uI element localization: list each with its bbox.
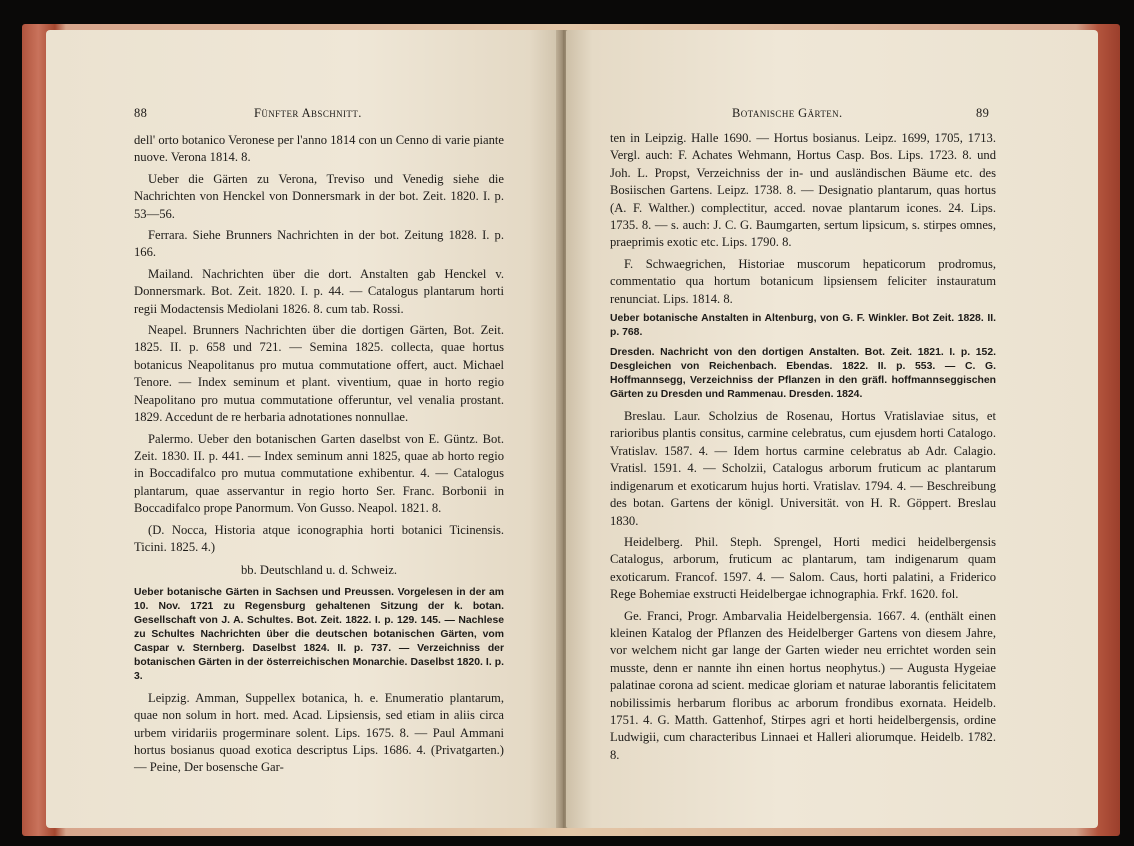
paragraph: dell' orto botanico Veronese per l'anno 1814 con un Cenno di varie piante nuove. Verona 1814. 8. <box>134 133 504 165</box>
running-header: Botanische Gärten. <box>732 106 843 120</box>
paragraph: Ferrara. Siehe Brunners Nachrichten in der bot. Zeitung 1828. I. p. 166. <box>134 228 504 260</box>
paragraph: ten in Leipzig. Halle 1690. — Hortus bosianus. Leipz. 1699, 1705, 1713. Vergl. auch: F. Achates Wehmann, Hortus Casp. Bos. Lips. 1723. 8. und Joh. L. Propst, Verzeichniss der in- und ausländischen Bäume etc. des Bosiischen Gartens. Leipz. 1738. 8. — Designatio plantarum, quas hortus (A. F. Walther.) complectitur, acced. novae plantarum icones. 24. Lips. 1735. 8. — s. auch: J. C. G. Baumgarten, sertum lipsicum, s. stirpes omnes, praeprimis exotic etc. Lips. 1790. 8. <box>610 131 996 250</box>
page-body <box>134 132 504 781</box>
left-page <box>46 30 560 828</box>
paragraph: Neapel. Brunners Nachrichten über die dortigen Gärten, Bot. Zeit. 1825. II. p. 658 und 721. — Semina 1825. collecta, quae hortus botanicus Neapolitanus pro mutua commutatione offert, auct. Michael Tenore. — Index seminum et plant. viventium, quae in horto regio Neapolitano pro mutua commutatione offeruntur, vel venalia prostant. 1829. Accedunt de re herbaria adnotationes nonnullae. <box>134 323 504 425</box>
small-note: Ueber botanische Gärten in Sachsen und Preussen. Vorgelesen in der am 10. Nov. 1721 zu Regensburg gehaltenen Sitzung der k. botan. Gesellschaft von J. A. Schultes. Bot. Zeit. 1822. I. p. 129. 145. — Nachlese zu Schultes Nachrichten über die deutschen botanischen Gärten, vom Caspar v. Sternberg. Daselbst 1824. II. p. 737. — Verzeichniss der botanischen Gärten in der österreichischen Monarchie. Daselbst 1820. I. p. 3. <box>134 586 504 682</box>
page-number: 89 <box>976 106 990 120</box>
right-page <box>566 30 1098 828</box>
section-heading: bb. Deutschland u. d. Schweiz. <box>241 563 397 578</box>
paragraph: Palermo. Ueber den botanischen Garten daselbst von E. Güntz. Bot. Zeit. 1830. II. p. 441. — Index seminum anni 1825, quae ab horto regio in Boccadifalco pro mutua commutatione exhibentur. 4. — Catalogus plantarum, quae asservantur in regio horto Ser. Franc. Borbonii in Boccadifalco prope Panormum. Von Gusso. Neapol. 1821. 8. <box>134 431 504 516</box>
small-note: Ueber botanische Anstalten in Altenburg, von G. F. Winkler. Bot Zeit. 1828. II. p. 768. <box>610 313 996 339</box>
paragraph: F. Schwaegrichen, Historiae muscorum hepaticorum prodromus, commentatio qua hortum botanicum lipsiensem feliciter instauratum renunciat. Lips. 1814. 8. <box>610 256 996 306</box>
paragraph: Heidelberg. Phil. Steph. Sprengel, Horti medici heidelbergensis Catalogus, arborum, fruticum ac plantarum, tam indigenarum quam exoticarum. Francof. 1597. 4. — Salom. Caus, horti palatini, a Friderico Rege Bohemiae exstructi Heidelbergae ichnographia. Frkf. 1620. fol. <box>610 534 996 602</box>
paragraph: Breslau. Laur. Scholzius de Rosenau, Hortus Vratislaviae situs, et rarioribus plantis consitus, carmine celebratus, cum ejusdem horti Catalogo. Vratislav. 1587. 4. — Idem hortus carmine celebratus ab Adr. Calagio. Vratisl. 1591. 4. — Scholzii, Catalogus arborum fruticum ac plantarum indigenarum et exoticarum hujus horti. Vratislav. 1794. 4. — Beschreibung des botan. Gartens der königl. Universität. von H. R. Göppert. Breslau 1830. <box>610 409 996 528</box>
paragraph: Mailand. Nachrichten über die dort. Anstalten gab Henckel v. Donnersmark. Bot. Zeit. 1820. I. p. 44. — Catalogus plantarum horti regii Modactensis Mediolani 1826. 8. cum tab. Rossi. <box>134 266 504 316</box>
paragraph: (D. Nocca, Historia atque iconographia horti botanici Ticinensis. Ticini. 1825. 4.) <box>134 522 504 554</box>
small-note: Dresden. Nachricht von den dortigen Anstalten. Bot. Zeit. 1821. I. p. 152. Desgleichen von Reichenbach. Ebendas. 1822. II. p. 553. — C. G. Hoffmannsegg, Verzeichniss der Pflanzen in den gräfl. hoffmannseggischen Gärten zu Dresden und Rammenau. Dresden. 1824. <box>610 347 996 401</box>
paragraph: Ueber die Gärten zu Verona, Treviso und Venedig siehe die Nachrichten von Henckel von Donnersmark in der bot. Zeit. 1820. I. p. 53—56. <box>134 171 504 221</box>
paragraph: Leipzig. Amman, Suppellex botanica, h. e. Enumeratio plantarum, quae non solum in hort. med. Acad. Lipsiensis, sed etiam in aliis circa urbem viridariis progerminare solent. Lips. 1675. 8. — Paul Ammani hortus bosianus quoad exotica descriptus Lips. 1686. 4. (Privatgarten.) — Peine, Der bosensche Gar- <box>134 690 504 775</box>
running-header: Fünfter Abschnitt. <box>254 106 362 120</box>
page-number: 88 <box>134 106 148 120</box>
paragraph: Ge. Franci, Progr. Ambarvalia Heidelbergensia. 1667. 4. (enthält einen kleinen Katalog der Pflanzen des Heidelberger Gartens von diesem Jahre, vor welchem nicht gar lange der Garten wieder neu errichtet worden sein musste, denn er nannte ihn einen hortus neophytus.) — Augusta Hygeiae palatinae corona ad scient. medicae gloriam et naturae laborantis felicitatem nobilissimis herbarum floribus ac arborum frondibus exornata. Heidelb. 1751. 4. G. Matth. Gattenhof, Stirpes agri et horti heidelbergensis, ordine Ludwigii, cum characteribus Linnaei et Halleri aliorumque. Heidelb. 1782. 8. <box>610 608 996 762</box>
page-body <box>610 130 996 768</box>
